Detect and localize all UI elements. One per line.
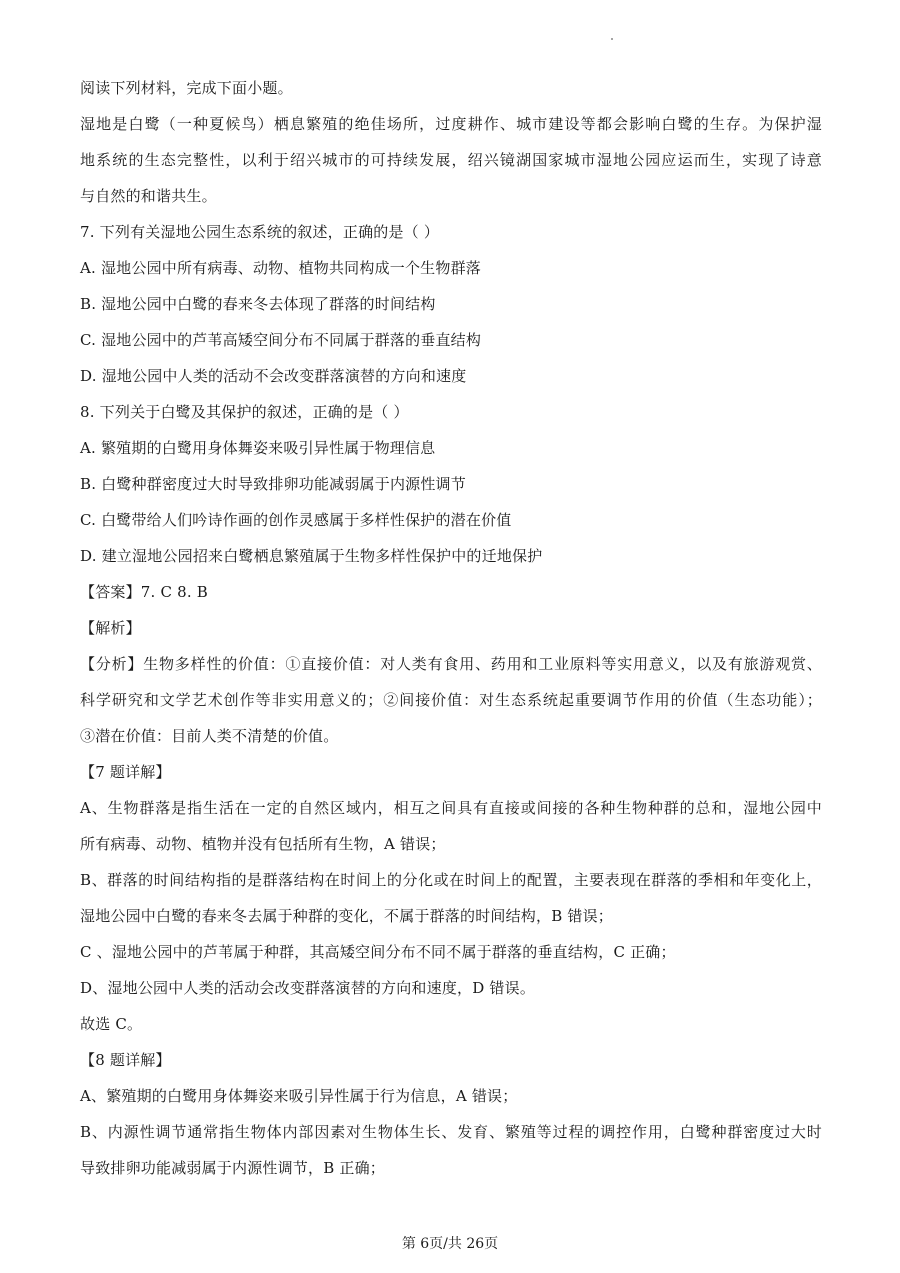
analysis-heading: 【解析】: [80, 619, 141, 637]
document-page: [80, 70, 822, 1186]
material-line-3: 与自然的和谐共生。: [80, 187, 217, 205]
q8-detail-line-3: 导致排卵功能减弱属于内源性调节，B 正确；: [80, 1159, 385, 1177]
question-8-option-c: C. 白鹭带给人们吟诗作画的创作灵感属于多样性保护的潜在价值: [80, 511, 512, 529]
analysis-line-2: 科学研究和文学艺术创作等非实用意义的；②间接价值：对生态系统起重要调节作用的价值（生态功能）；: [80, 691, 822, 709]
q7-detail-line-2: 所有病毒、动物、植物并没有包括所有生物，A 错误；: [80, 835, 446, 853]
question-8-option-d: D. 建立湿地公园招来白鹭栖息繁殖属于生物多样性保护中的迁地保护: [80, 547, 543, 565]
q7-detail-line-1: A、生物群落是指生活在一定的自然区域内，相互之间具有直接或间接的各种生物种群的总和，湿地公园中: [80, 799, 822, 817]
answer-line: 【答案】7. C 8. B: [80, 583, 209, 601]
scan-speck: [611, 38, 613, 40]
analysis-line-3: ③潜在价值：目前人类不清楚的价值。: [80, 727, 339, 745]
q7-detail-line-5: C 、湿地公园中的芦苇属于种群，其高矮空间分布不同不属于群落的垂直结构，C 正确；: [80, 943, 676, 961]
question-7-option-d: D. 湿地公园中人类的活动不会改变群落演替的方向和速度: [80, 367, 467, 385]
question-8-option-b: B. 白鹭种群密度过大时导致排卵功能减弱属于内源性调节: [80, 475, 466, 493]
q8-detail-line-1: A、繁殖期的白鹭用身体舞姿来吸引异性属于行为信息，A 错误；: [80, 1087, 518, 1105]
material-line-1: 湿地是白鹭（一种夏候鸟）栖息繁殖的绝佳场所，过度耕作、城市建设等都会影响白鹭的生存。为保护湿: [80, 115, 822, 133]
reading-instruction: 阅读下列材料，完成下面小题。: [80, 79, 293, 97]
question-7-stem: 7. 下列有关湿地公园生态系统的叙述，正确的是（ ）: [80, 223, 440, 241]
analysis-line-1: 【分析】生物多样性的价值：①直接价值：对人类有食用、药用和工业原料等实用意义，以及有旅游观赏、: [80, 655, 822, 673]
q7-detail-heading: 【7 题详解】: [80, 763, 171, 781]
page-number-footer: 第 6页/共 26页: [401, 1236, 499, 1252]
q7-detail-line-3: B、群落的时间结构指的是群落结构在时间上的分化或在时间上的配置，主要表现在群落的季相和年变化上，: [80, 871, 822, 889]
question-7-option-b: B. 湿地公园中白鹭的春来冬去体现了群落的时间结构: [80, 295, 436, 313]
q7-detail-line-4: 湿地公园中白鹭的春来冬去属于种群的变化，不属于群落的时间结构，B 错误；: [80, 907, 613, 925]
q7-detail-line-6: D、湿地公园中人类的活动会改变群落演替的方向和速度，D 错误。: [80, 979, 536, 997]
q7-detail-conclusion: 故选 C。: [80, 1015, 143, 1033]
q8-detail-heading: 【8 题详解】: [80, 1051, 171, 1069]
question-8-option-a: A. 繁殖期的白鹭用身体舞姿来吸引异性属于物理信息: [80, 439, 436, 457]
question-7-option-c: C. 湿地公园中的芦苇高矮空间分布不同属于群落的垂直结构: [80, 331, 482, 349]
question-7-option-a: A. 湿地公园中所有病毒、动物、植物共同构成一个生物群落: [80, 259, 481, 277]
material-line-2: 地系统的生态完整性，以利于绍兴城市的可持续发展，绍兴镜湖国家城市湿地公园应运而生，实现了诗意: [80, 151, 822, 169]
question-8-stem: 8. 下列关于白鹭及其保护的叙述，正确的是（ ）: [80, 403, 409, 421]
q8-detail-line-2: B、内源性调节通常指生物体内部因素对生物体生长、发育、繁殖等过程的调控作用，白鹭种群密度过大时: [80, 1123, 822, 1141]
